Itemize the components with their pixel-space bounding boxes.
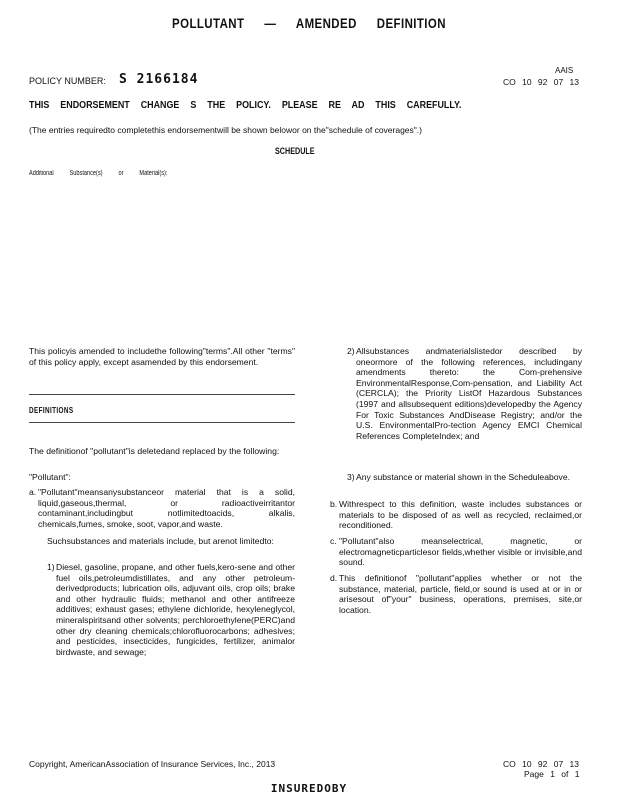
sub-item-1-marker: 1) [47, 562, 55, 572]
sub-item-1: Diesel, gasoline, propane, and other fuels,kero-sene and other fuel oils,petroleumdistillates, and any other petroleum-derivedproducts; lubrication oils, adjuvant oils, crop oils; brake and other hydraulic fluids; methanol and other antifreeze additives; exhaust gases; ethylene dichloride, hexyleneglycol, mineralspiritsand other solvents; perchloroethylene(PERC)and other dry cleaning chemicals;chlorofluorocarbons; adhesives; and pesticides, insecticides, fungicides, fertilizer, animalor birdwaste, and sewage; [56, 562, 295, 657]
sub-item-3: Any substance or material shown in the Scheduleabove. [356, 472, 571, 482]
sub-item-3-marker: 3) [347, 472, 355, 482]
aais-label: AAIS [555, 66, 574, 75]
pollutant-label: "Pollutant": [29, 472, 71, 482]
item-a-marker: a. [29, 487, 37, 497]
sub-item-2: Allsubstances andmaterialslistedor described by oneormore of the following references, includingany amendments thereto: the Com-prehensive EnvironmentalResponse,Com-pensation, and Liability Act (CERCLA); the Priority ListOf Hazardous Substances (1997 and allsubsequent editions)developedby the Agency For Toxic Substances AndDisease Registry; and/or the U.S. EnvironmentalPro-tection Agency EMCI Chemical References CompleteIndex; and [356, 346, 582, 441]
replace-text: The definitionof "pollutant"is deletedand replaced by the following: [29, 446, 280, 456]
item-a: "Pollutant"meansanysubstanceor material that is a solid, liquid,gaseous,thermal, or radioactiveirritantor contaminant,includingbut notlimitedtoacids, alkalis, chemicals,fumes, smoke, soot, vapor,and waste. [38, 487, 295, 529]
form-number-footer: CO 10 92 07 13 [503, 759, 580, 769]
item-c-marker: c. [330, 536, 337, 546]
divider-bottom [29, 422, 295, 423]
intro-paragraph: This policyis amended to includethe following"terms".All other "terms" of this policy apply, except asamended by this endorsement. [29, 346, 295, 367]
policy-number-label: POLICY NUMBER: [29, 76, 106, 86]
item-b-marker: b. [330, 499, 338, 509]
document-title: POLLUTANT — AMENDED DEFINITION [172, 15, 446, 31]
schedule-heading: SCHEDULE [275, 146, 315, 156]
item-d-marker: d. [330, 573, 338, 583]
insured-copy-stamp: INSUREDOBY [270, 782, 348, 795]
such-substances: Suchsubstances and materials include, but arenot limitedto: [47, 536, 274, 546]
entries-note: (The entries requiredto completethis endorsementwill be shown belowor on the"schedule of coverages".) [29, 125, 422, 135]
page-indicator: Page 1 of 1 [524, 769, 580, 779]
item-c: "Pollutant"also meanselectrical, magnetic, or electromagneticparticlesor fields,whether visible or invisible,and sound. [339, 536, 582, 568]
form-number-header: CO 10 92 07 13 [503, 77, 580, 87]
endorsement-notice: THIS ENDORSEMENT CHANGE S THE POLICY. PLEASE RE AD THIS CAREFULLY. [29, 99, 462, 111]
definitions-heading: DEFINITIONS [29, 405, 74, 415]
sub-item-2-marker: 2) [347, 346, 355, 356]
copyright-notice: Copyright, AmericanAssociation of Insurance Services, Inc., 2013 [29, 759, 276, 769]
divider-top [29, 394, 295, 395]
item-b: Withrespect to this definition, waste includes substances or materials to be disposed of as well as recycled, reclaimed,or reconditioned. [339, 499, 582, 531]
additional-substances-label: Additional Substance(s) or Material(s): [29, 170, 168, 177]
item-d: This definitionof "pollutant"applies whether or not the substance, material, particle, field,or sound is used at or in or arisesout of"your" business, operations, premises, site,or location. [339, 573, 582, 615]
policy-number: S 2166184 [119, 72, 199, 87]
